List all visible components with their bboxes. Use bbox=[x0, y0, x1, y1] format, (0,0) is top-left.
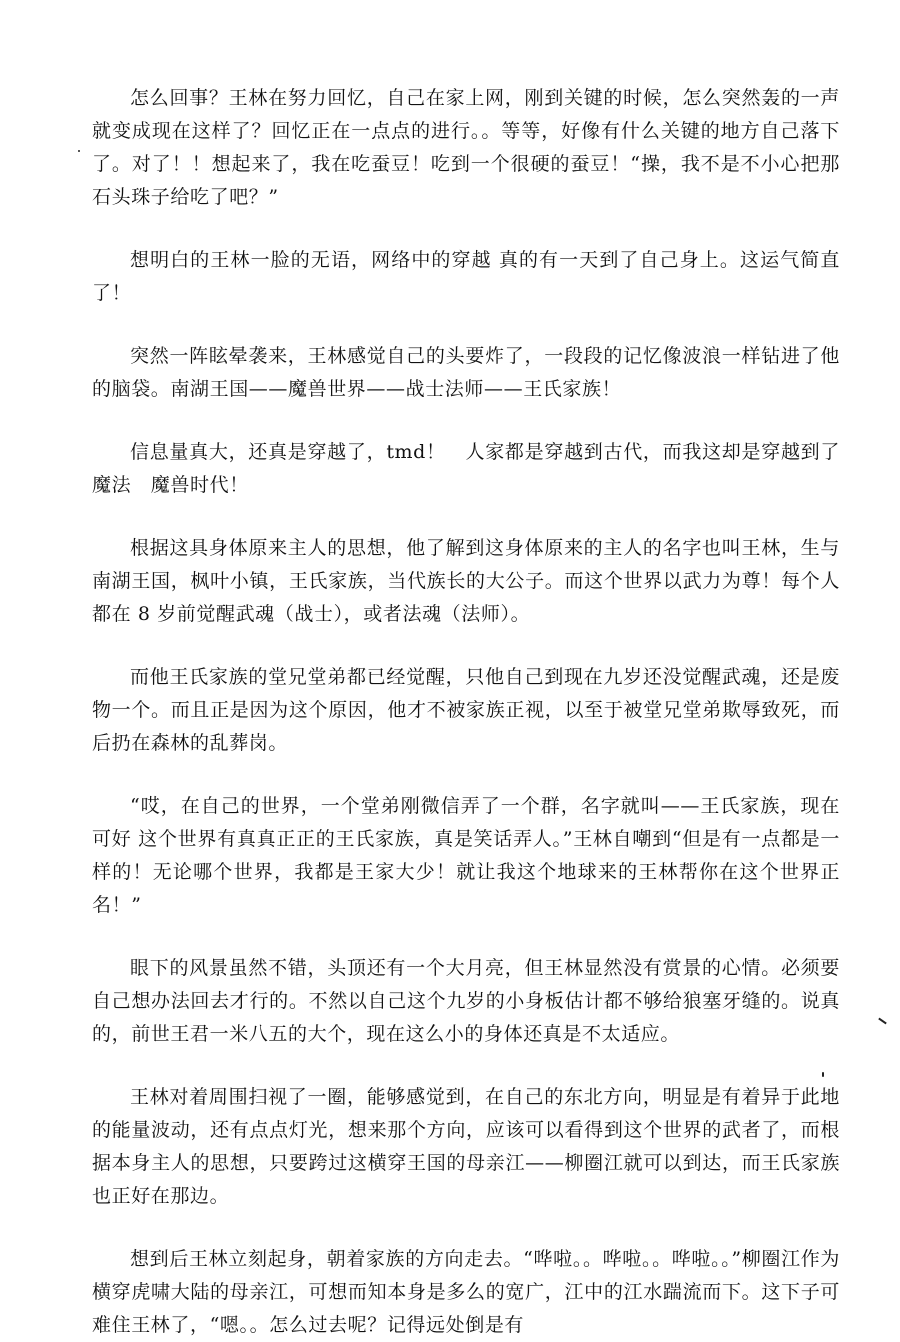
paragraph-4: 信息量真大，还真是穿越了，tmd！ 人家都是穿越到古代，而我这却是穿越到了魔法 魔兽时代！ bbox=[92, 441, 840, 496]
paragraph-2: 想明白的王林一脸的无语，网络中的穿越 真的有一天到了自己身上。这运气简直了！ bbox=[92, 249, 840, 304]
scan-speck bbox=[822, 1072, 824, 1077]
paragraph-6: 而他王氏家族的堂兄堂弟都已经觉醒，只他自己到现在九岁还没觉醒武魂，还是废物一个。而且正是因为这个原因，他才不被家族正视，以至于被堂兄堂弟欺辱致死，而后扔在森林的乱葬岗。 bbox=[92, 666, 840, 754]
paragraph-3: 突然一阵眩晕袭来，王林感觉自己的头要炸了，一段段的记忆像波浪一样钻进了他的脑袋。南湖王国——魔兽世界——战士法师——王氏家族！ bbox=[92, 345, 840, 400]
paragraph-5: 根据这具身体原来主人的思想，他了解到这身体原来的主人的名字也叫王林，生与南湖王国，枫叶小镇，王氏家族，当代族长的大公子。而这个世界以武力为尊！每个人都在 8 岁前觉醒武魂（战士），或者法魂（法师）。 bbox=[92, 537, 840, 625]
scan-speck bbox=[78, 150, 80, 152]
paragraph-7: “哎，在自己的世界，一个堂弟刚微信弄了一个群，名字就叫——王氏家族，现在可好 这个世界有真真正正的王氏家族，真是笑话弄人。”王林自嘲到“但是有一点都是一样的！无论哪个世界，我都是王家大少！就让我这个地球来的王林帮你在这个世界正名！” bbox=[92, 795, 840, 916]
paragraph-1: 怎么回事？王林在努力回忆，自己在家上网，刚到关键的时候，怎么突然轰的一声就变成现在这样了？回忆正在一点点的进行。。等等，好像有什么关键的地方自己落下了。对了！！想起来了，我在吃蚕豆！吃到一个很硬的蚕豆！“操，我不是不小心把那石头珠子给吃了吧？” bbox=[92, 87, 840, 208]
paragraph-8: 眼下的风景虽然不错，头顶还有一个大月亮，但王林显然没有赏景的心情。必须要自己想办法回去才行的。不然以自己这个九岁的小身板估计都不够给狼塞牙缝的。说真的，前世王君一米八五的大个，现在这么小的身体还真是不太适应。 bbox=[92, 957, 840, 1045]
paragraph-9: 王林对着周围扫视了一圈，能够感觉到，在自己的东北方向，明显是有着异于此地的能量波动，还有点点灯光，想来那个方向，应该可以看得到这个世界的武者了，而根据本身主人的思想，只要跨过这横穿王国的母亲江——柳圈江就可以到达，而王氏家族也正好在那边。 bbox=[92, 1086, 840, 1207]
paragraph-10: 想到后王林立刻起身，朝着家族的方向走去。“哗啦。。哗啦。。哗啦。。”柳圈江作为横穿虎啸大陆的母亲江，可想而知本身是多么的宽广，江中的江水踹流而下。这下子可难住王林了，“嗯。。怎么过去呢？记得远处倒是有 bbox=[92, 1248, 840, 1336]
